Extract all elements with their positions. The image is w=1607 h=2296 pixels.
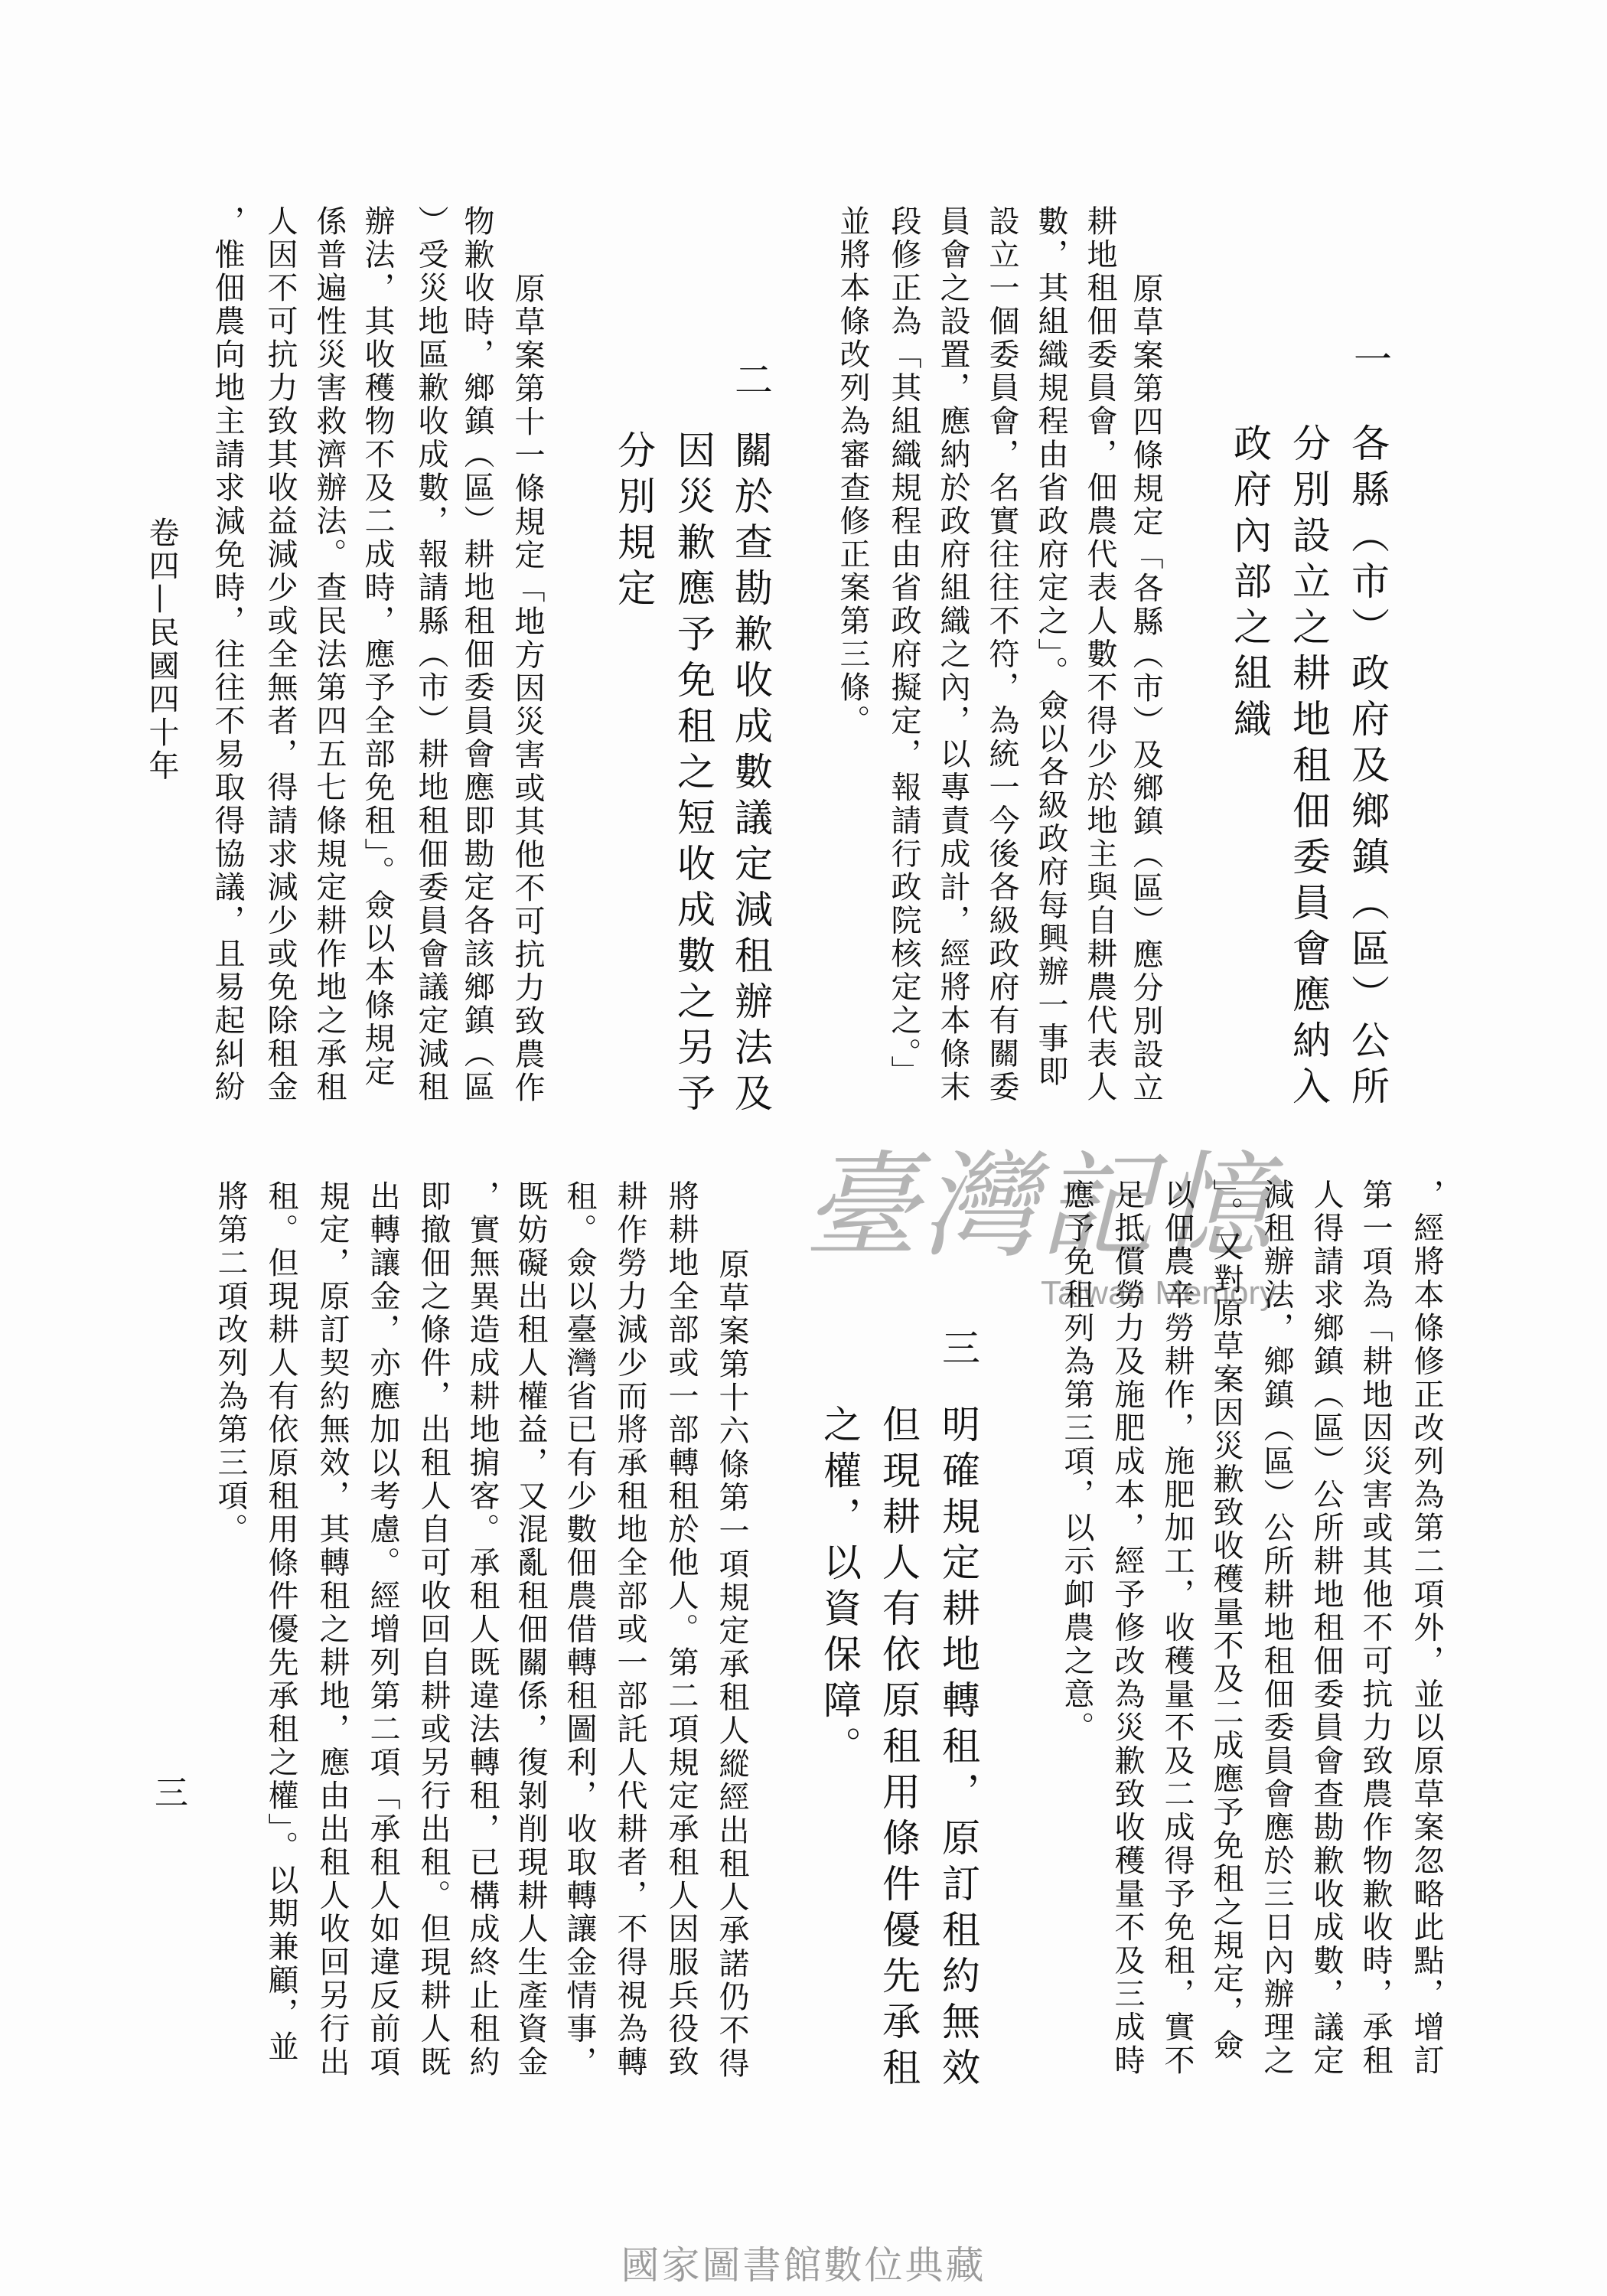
section-heading-line: 因災歉應予免租之短收成數之另予 <box>671 430 715 1119</box>
running-head: 卷四—民國四十年 <box>144 517 179 783</box>
body-text-column: 原草案第四條規定「各縣（市）及鄉鎮（區）應分別設立 <box>1128 272 1163 1105</box>
body-text-column: 既妨礙出租人權益，又混亂租佃關係，復剝削現耕人生產資金 <box>513 1180 548 2079</box>
taiwan-memory-watermark <box>804 1140 1278 1320</box>
body-text-column: ，實無異造成耕地掮客。承租人既違法轉租，已構成終止租約 <box>464 1180 500 2079</box>
page-number: 三 <box>148 1775 187 1812</box>
body-text-column: 第一項為「耕地因災害或其他不可抗力致農作物歉收時，承租 <box>1358 1179 1393 2078</box>
body-text-column: 辦法，其收穫物不及二成時，應予全部免租」。僉以本條規定 <box>360 205 395 1089</box>
body-text-column: 原草案第十六條第一項規定承租人縱經出租人承諾仍不得 <box>714 1248 749 2081</box>
body-text-column: ）受災地區歉收成數，報請縣（市）耕地租佃委員會議定減租 <box>413 205 448 1104</box>
body-text-column: 人因不可抗力致其收益減少或全無者，得請求減少或免除租金 <box>262 205 298 1104</box>
body-text-column: 並將本條改列為審查修正案第三條。 <box>835 205 870 738</box>
body-text-column: ，惟佃農向地主請求減免時，往往不易取得協議，且易起糾紛 <box>210 205 245 1104</box>
body-text-column: 租。僉以臺灣省已有少數佃農借轉租圖利，收取轉讓金情事， <box>562 1180 597 2079</box>
body-text-column: 租。但現耕人有依原租用條件優先承租之權」。以期兼顧，並 <box>263 1180 298 2064</box>
body-text-column: 數，其組織規程由省政府定之」。僉以各級政府每興辦一事即 <box>1033 205 1068 1089</box>
body-text-column: 規定，原訂契約無效，其轉租之耕地，應由出租人收回另行出 <box>315 1180 350 2079</box>
body-text-column: 設立一個委員會，名實往往不符，為統一今後各級政府有關委 <box>984 205 1019 1104</box>
watermark-cjk: 臺灣記憶 <box>804 1140 1276 1274</box>
section-heading-line: 但現耕人有依原租用條件優先承租 <box>876 1404 921 2093</box>
section-heading-line: 政府內部之組織 <box>1227 423 1272 745</box>
section-heading-line: 之權，以資保障。 <box>817 1404 862 1772</box>
section-number: 一 <box>1348 339 1392 377</box>
body-text-column: 物歉收時，鄉鎮（區）耕地租佃委員會應即勘定各該鄉鎮（區 <box>459 205 494 1104</box>
section-number: 三 <box>936 1328 980 1366</box>
body-text-column: 足抵償勞力及施肥成本，經予修改為災歉致收穫量不及三成時 <box>1110 1179 1145 2078</box>
section-heading-line: 各縣（市）政府及鄉鎮（區）公所 <box>1345 423 1390 1112</box>
body-text-column: 減租辦法，鄉鎮（區）公所耕地租佃委員會應於三日內辦理之 <box>1259 1179 1294 2078</box>
body-text-column: 人得請求鄉鎮（區）公所耕地租佃委員會查勘歉收成數，議定 <box>1309 1179 1344 2078</box>
body-text-column: 原草案第十一條規定「地方因災害或其他不可抗力致農作 <box>510 272 545 1105</box>
watermark-en: Taiwan Memory <box>1041 1274 1277 1312</box>
body-text-column: 將耕地全部或一部轉租於他人。第二項規定承租人因服兵役致 <box>663 1180 699 2079</box>
body-text-column: 以佃農辛勞耕作，施肥加工，收穫量不及二成得予免租，實不 <box>1159 1179 1195 2078</box>
body-text-column: 員會之設置，應納於政府組織之內，以專責成計，經將本條末 <box>935 205 970 1104</box>
section-heading-line: 關於查勘歉收成數議定減租辦法及 <box>729 430 773 1119</box>
section-heading-line: 分別規定 <box>611 430 656 614</box>
body-text-column: 段修正為「其組織規程由省政府擬定，報請行政院核定之。」 <box>886 205 921 1089</box>
body-text-column: 即撤佃之條件，出租人自可收回自耕或另行出租。但現耕人既 <box>416 1180 451 2079</box>
body-text-column: 係普遍性災害救濟辦法。查民法第四五七條規定耕作地之承租 <box>311 205 347 1104</box>
body-text-column: 耕地租佃委員會，佃農代表人數不得少於地主與自耕農代表人 <box>1082 205 1117 1104</box>
body-text-column: 出轉讓金，亦應加以考慮。經增列第二項「承租人如違反前項 <box>365 1180 400 2079</box>
body-text-column: 應予免租列為第三項，以示卹農之意。 <box>1059 1179 1094 1745</box>
body-text-column: ，經將本條修正改列為第二項外，並以原草案忽略此點，增訂 <box>1409 1179 1444 2078</box>
section-heading-line: 分別設立之耕地租佃委員會應納入 <box>1286 423 1331 1112</box>
body-text-column: 耕作勞力減少而將承租地全部或一部託人代耕者，不得視為轉 <box>612 1180 647 2079</box>
section-heading-line: 明確規定耕地轉租，原訂租約無效 <box>936 1404 980 2093</box>
library-footer: 國家圖書館數位典藏 <box>621 2243 986 2288</box>
body-text-column: 將第二項改列為第三項。 <box>213 1180 248 1547</box>
body-text-column: 」。又對原草案因災歉致收穫量不及二成應予免租之規定，僉 <box>1208 1179 1244 2063</box>
section-number: 二 <box>729 360 773 398</box>
